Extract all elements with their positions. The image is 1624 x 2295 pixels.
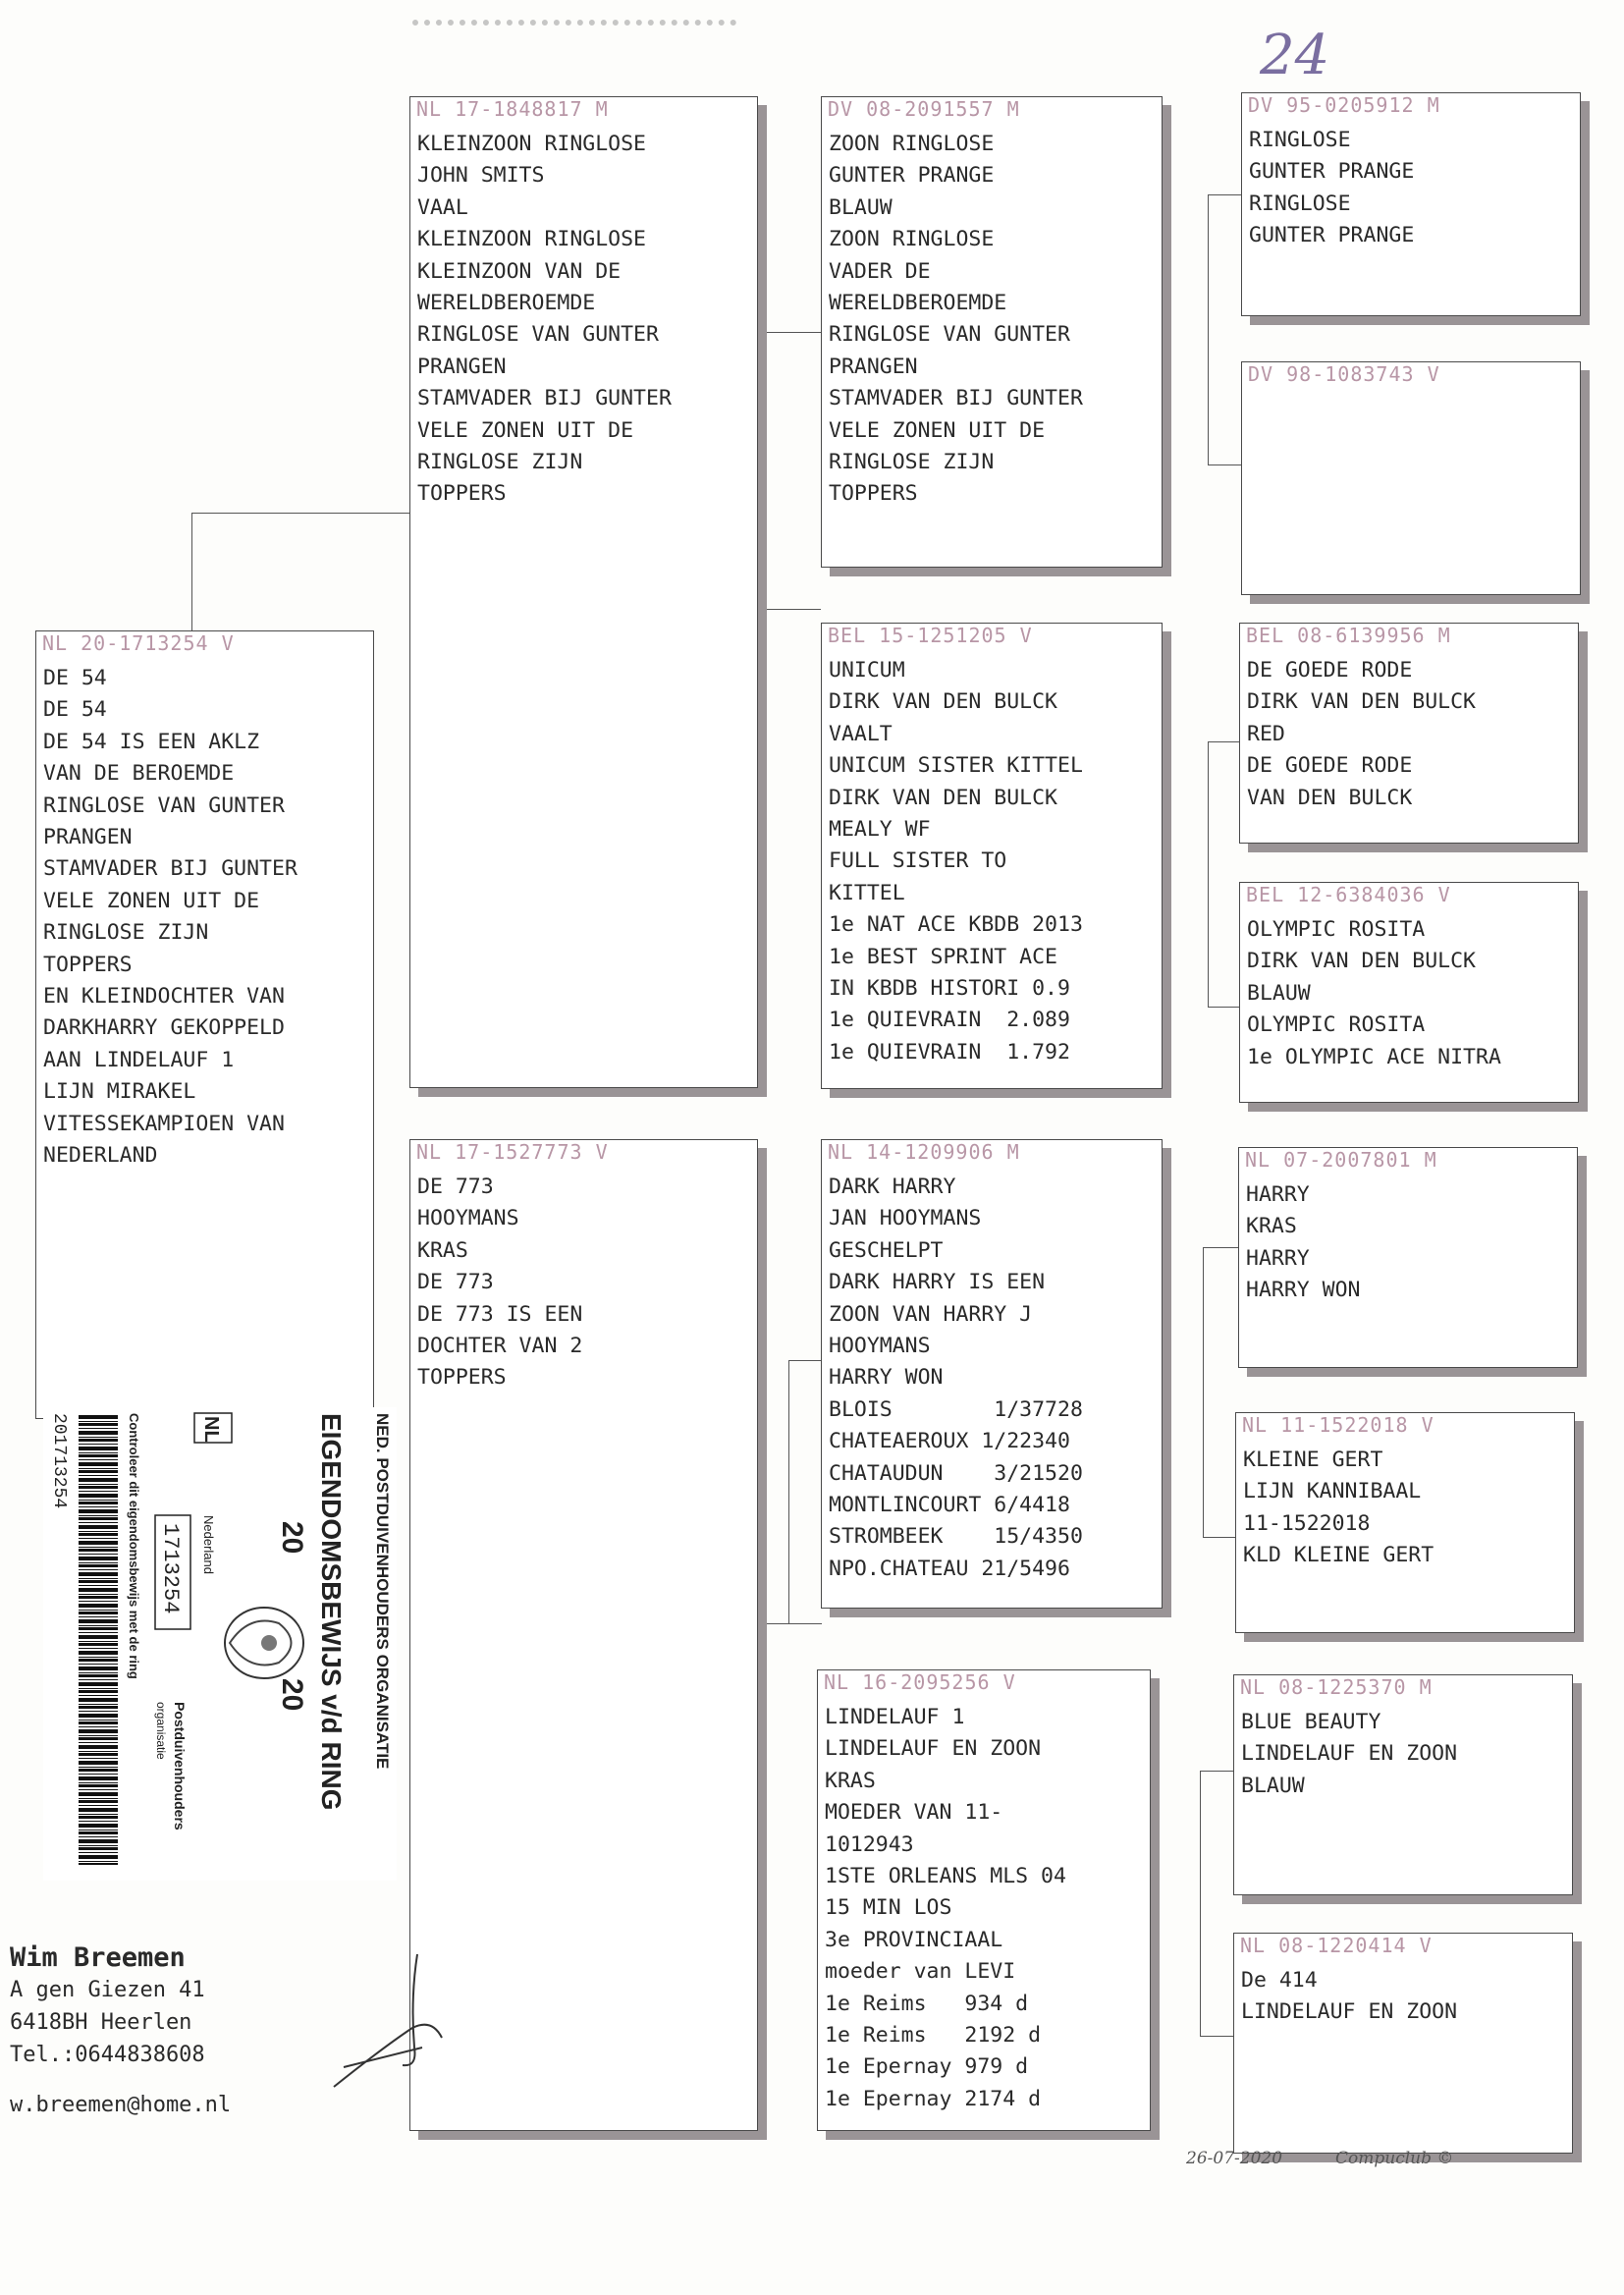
pigeon-name: DE GOEDE RODE — [1247, 658, 1413, 683]
pedigree-line: ZOON RINGLOSE — [829, 227, 995, 252]
pedigree-line: DE 54 — [43, 697, 107, 723]
pedigree-line: 3e PROVINCIAAL — [825, 1927, 1003, 1952]
pedigree-line: AAN LINDELAUF 1 — [43, 1047, 235, 1072]
breeder-city: 6418BH Heerlen — [10, 2010, 192, 2035]
pedigree-line: MOEDER VAN 11- — [825, 1800, 1003, 1826]
ring-number: BEL 15-1251205 V — [828, 624, 1033, 647]
ring-number: DV 95-0205912 M — [1248, 93, 1440, 117]
breeder-email: w.breemen@home.nl — [10, 2093, 232, 2117]
pedigree-line: STAMVADER BIJ GUNTER — [829, 386, 1083, 411]
pigeon-owner: LINDELAUF EN ZOON — [1241, 1999, 1458, 2025]
connector — [757, 609, 821, 610]
cropped-header-text — [412, 6, 736, 26]
card-postduif-label: Postduivenhouders — [172, 1702, 188, 1831]
pedigree-line: DIRK VAN DEN BULCK — [829, 785, 1057, 810]
pedigree-line: CHATAUDUN 3/21520 — [829, 1460, 1083, 1486]
connector — [1203, 1247, 1238, 1248]
card-control-text: Controleer dit eigendomsbewijs met de ring — [127, 1413, 141, 1679]
ring-number: NL 08-1225370 M — [1240, 1675, 1433, 1699]
connector — [788, 1360, 789, 1623]
pedigree-line: RINGLOSE VAN GUNTER — [417, 322, 659, 348]
pedigree-line: 1012943 — [825, 1831, 914, 1857]
pedigree-line: 1e QUIEVRAIN 1.792 — [829, 1039, 1070, 1065]
pedigree-line: KLEINZOON RINGLOSE — [417, 227, 646, 252]
pedigree-line: KLEINZOON VAN DE — [417, 258, 622, 284]
pedigree-line: TOPPERS — [43, 952, 133, 977]
pedigree-line: HARRY — [1246, 1245, 1310, 1271]
pedigree-line: STAMVADER BIJ GUNTER — [43, 856, 298, 882]
pedigree-line: VADER DE — [829, 258, 931, 284]
dam-sire-box — [821, 1139, 1163, 1609]
ring-number: NL 07-2007801 M — [1245, 1148, 1437, 1172]
pedigree-line: DE 773 IS EEN — [417, 1301, 583, 1327]
pedigree-line: 1e Reims 934 d — [825, 1991, 1029, 2016]
sire-dam-box — [821, 623, 1163, 1089]
pedigree-line: RED — [1247, 721, 1285, 746]
pedigree-line: ZOON VAN HARRY J — [829, 1301, 1033, 1327]
pedigree-line: HOOYMANS — [829, 1334, 931, 1359]
pedigree-line: NPO.CHATEAU 21/5496 — [829, 1556, 1070, 1581]
pedigree-line: TOPPERS — [829, 481, 918, 507]
pedigree-line: RINGLOSE VAN GUNTER — [43, 792, 285, 818]
pedigree-line: KRAS — [825, 1768, 876, 1793]
pedigree-line: RINGLOSE VAN GUNTER — [829, 322, 1070, 348]
ring-number: NL 17-1527773 V — [416, 1140, 609, 1164]
pedigree-line: WERELDBEROEMDE — [417, 291, 596, 316]
pedigree-line: HARRY WON — [829, 1365, 944, 1391]
pigeon-name: OLYMPIC ROSITA — [1247, 917, 1426, 942]
pedigree-line: VAAL — [417, 194, 468, 220]
card-org-name: NED. POSTDUIVENHOUDERS ORGANISATIE — [373, 1413, 392, 1770]
box-content — [1241, 1965, 1568, 2029]
pedigree-line: DE 773 — [417, 1270, 494, 1295]
pigeon-name: DE 773 — [417, 1175, 494, 1199]
pigeon-name: DARK HARRY — [829, 1175, 956, 1199]
connector — [191, 513, 409, 514]
breeder-name: Wim Breemen — [10, 1942, 186, 1973]
pedigree-line: 1STE ORLEANS MLS 04 — [825, 1864, 1066, 1889]
pedigree-line: BLOIS 1/37728 — [829, 1396, 1083, 1422]
dds-box — [1233, 1674, 1573, 1895]
connector — [1208, 194, 1209, 464]
breeder-phone: Tel.:0644838608 — [10, 2043, 205, 2067]
dss-box — [1238, 1147, 1578, 1368]
pigeon-name: DE 54 — [43, 666, 107, 690]
pedigree-line: PRANGEN — [829, 354, 918, 379]
ring-number: DV 98-1083743 V — [1248, 362, 1440, 386]
pedigree-line: WERELDBEROEMDE — [829, 291, 1007, 316]
ring-number: NL 11-1522018 V — [1242, 1413, 1435, 1437]
pedigree-line: EN KLEINDOCHTER VAN — [43, 984, 285, 1010]
box-content — [43, 663, 369, 1173]
emblem-center — [261, 1635, 277, 1651]
dsd-box — [1235, 1412, 1575, 1633]
ring-number: NL 20-1713254 V — [42, 631, 235, 655]
pedigree-line: VELE ZONEN UIT DE — [829, 417, 1046, 443]
pedigree-line: 1e Epernay 2174 d — [825, 2086, 1042, 2111]
ring-number: DV 08-2091557 M — [828, 97, 1020, 121]
pigeon-name: KLEINE GERT — [1243, 1448, 1383, 1472]
pedigree-line: DE 54 IS EEN AKLZ — [43, 729, 260, 754]
connector — [1200, 2036, 1233, 2037]
pigeon-owner: DIRK VAN DEN BULCK — [1247, 689, 1476, 715]
pedigree-line: 15 MIN LOS — [825, 1895, 952, 1921]
pedigree-line: TOPPERS — [417, 481, 507, 507]
box-content — [1246, 1179, 1573, 1307]
connector — [788, 1360, 822, 1361]
pedigree-line: RINGLOSE — [1249, 191, 1351, 216]
pedigree-line: 1e QUIEVRAIN 2.089 — [829, 1008, 1070, 1033]
pedigree-line: PRANGEN — [43, 825, 133, 850]
pigeon-owner: JOHN SMITS — [417, 163, 545, 189]
connector — [761, 1623, 822, 1624]
pedigree-line: GUNTER PRANGE — [1249, 223, 1415, 248]
handwritten-signature — [324, 1949, 452, 2097]
box-content — [417, 129, 753, 511]
pedigree-line: DE GOEDE RODE — [1247, 753, 1413, 779]
pedigree-line: MONTLINCOURT 6/4418 — [829, 1493, 1070, 1518]
pedigree-line: VELE ZONEN UIT DE — [43, 888, 260, 913]
handwritten-page-number: 24 — [1260, 24, 1330, 87]
pedigree-line: moeder van LEVI — [825, 1959, 1016, 1985]
card-title: EIGENDOMSBEWIJS v/d RING — [316, 1413, 347, 1811]
pigeon-name: RINGLOSE — [1249, 128, 1351, 152]
connector — [1200, 1771, 1201, 2036]
pedigree-line: 1e Epernay 979 d — [825, 2054, 1029, 2080]
barcode-bars — [79, 1413, 118, 1865]
pedigree-line: BLAUW — [1241, 1773, 1305, 1798]
box-content — [829, 1172, 1158, 1585]
pedigree-line: VITESSEKAMPIOEN VAN — [43, 1111, 285, 1136]
connector — [1203, 1537, 1235, 1538]
ring-number: NL 16-2095256 V — [824, 1670, 1016, 1694]
sds-box — [1239, 623, 1579, 844]
connector — [1208, 464, 1241, 465]
pedigree-line: HARRY WON — [1246, 1278, 1361, 1303]
pedigree-line: PRANGEN — [417, 354, 507, 379]
ownership-card-graphic — [43, 1407, 397, 1881]
box-content — [829, 655, 1158, 1068]
pedigree-line: 1e Reims 2192 d — [825, 2023, 1042, 2049]
box-content — [1241, 1707, 1568, 1802]
pigeon-name: BLUE BEAUTY — [1241, 1710, 1381, 1734]
connector — [757, 332, 821, 333]
pigeon-name: KLEINZOON RINGLOSE — [417, 132, 646, 156]
pedigree-line: CHATEAEROUX 1/22340 — [829, 1429, 1070, 1454]
pedigree-line: 1e BEST SPRINT ACE — [829, 944, 1057, 969]
ownership-card — [43, 1407, 397, 1881]
subject-pedigree-box — [35, 630, 374, 1419]
ssd-box — [1241, 361, 1581, 595]
pedigree-line: UNICUM SISTER KITTEL — [829, 753, 1083, 779]
ownership-card-inner — [43, 1407, 397, 1881]
card-country-label: Nederland — [201, 1515, 216, 1574]
connector — [191, 513, 192, 630]
pedigree-line: VAN DE BEROEMDE — [43, 761, 235, 787]
pedigree-line: OLYMPIC ROSITA — [1247, 1012, 1426, 1038]
pigeon-name: ZOON RINGLOSE — [829, 132, 995, 156]
pedigree-line: FULL SISTER TO — [829, 848, 1007, 874]
connector — [1208, 1007, 1239, 1008]
pedigree-line: 1e NAT ACE KBDB 2013 — [829, 912, 1083, 938]
connector — [1208, 194, 1241, 195]
box-content — [1243, 1445, 1570, 1572]
ring-number: NL 17-1848817 M — [416, 97, 609, 121]
pedigree-line: KRAS — [417, 1237, 468, 1263]
pedigree-line: KITTEL — [829, 880, 905, 905]
card-country-code: NL — [200, 1416, 222, 1443]
pedigree-line: DARKHARRY GEKOPPELD — [43, 1015, 285, 1041]
pedigree-line: NEDERLAND — [43, 1143, 158, 1169]
card-barcode — [79, 1413, 118, 1865]
box-content — [829, 129, 1158, 511]
breeder-street: A gen Giezen 41 — [10, 1978, 205, 2002]
pedigree-line: VAALT — [829, 721, 893, 746]
breeder-info — [10, 1941, 231, 2121]
card-ring-number: 1713254 — [158, 1523, 183, 1614]
pigeon-owner: LINDELAUF EN ZOON — [825, 1736, 1042, 1762]
pigeon-name: De 414 — [1241, 1968, 1318, 1993]
pigeon-owner: GUNTER PRANGE — [829, 163, 995, 189]
pigeon-name: HARRY — [1246, 1182, 1310, 1207]
pigeon-owner: LINDELAUF EN ZOON — [1241, 1741, 1458, 1767]
box-content — [1247, 655, 1574, 814]
card-year-right: 20 — [276, 1678, 308, 1712]
pedigree-line: KLD KLEINE GERT — [1243, 1543, 1435, 1568]
pedigree-line: BLAUW — [1247, 980, 1311, 1006]
card-barcode-number: 201713254 — [49, 1413, 69, 1509]
ddd-box — [1233, 1933, 1573, 2154]
pedigree-line: STAMVADER BIJ GUNTER — [417, 386, 672, 411]
pedigree-line: DARK HARRY IS EEN — [829, 1270, 1046, 1295]
software-credit: Compuclub © — [1335, 2149, 1454, 2168]
pigeon-owner: GUNTER PRANGE — [1249, 159, 1415, 185]
sss-box — [1241, 92, 1581, 316]
pigeon-owner: HOOYMANS — [417, 1206, 519, 1231]
sire-box — [409, 96, 758, 1088]
sire-sire-box — [821, 96, 1163, 568]
pigeon-name: UNICUM — [829, 658, 905, 683]
box-content — [1249, 125, 1576, 252]
pedigree-line: LIJN MIRAKEL — [43, 1079, 196, 1105]
pedigree-line: VELE ZONEN UIT DE — [417, 417, 634, 443]
pigeon-owner: JAN HOOYMANS — [829, 1206, 982, 1231]
pedigree-line: RINGLOSE ZIJN — [43, 920, 209, 946]
pedigree-line: 1e OLYMPIC ACE NITRA — [1247, 1044, 1501, 1069]
pedigree-line: IN KBDB HISTORI 0.9 — [829, 976, 1070, 1002]
pedigree-line: TOPPERS — [417, 1365, 507, 1391]
pedigree-line: STROMBEEK 15/4350 — [829, 1524, 1083, 1550]
pedigree-line: GESCHELPT — [829, 1237, 944, 1263]
print-date: 26-07-2020 — [1186, 2149, 1283, 2168]
pedigree-line: 11-1522018 — [1243, 1510, 1371, 1536]
box-content — [825, 1702, 1146, 2115]
pedigree-line: MEALY WF — [829, 817, 931, 843]
pigeon-owner: DIRK VAN DEN BULCK — [1247, 949, 1476, 974]
card-vereniging-label: organisatie — [154, 1702, 168, 1760]
connector — [1200, 1771, 1233, 1772]
pigeon-name: LINDELAUF 1 — [825, 1705, 965, 1729]
pedigree-line: RINGLOSE ZIJN — [417, 450, 583, 475]
dam-dam-box — [817, 1669, 1151, 2131]
sdd-box — [1239, 882, 1579, 1103]
connector — [1203, 1247, 1204, 1537]
ring-number: BEL 12-6384036 V — [1246, 883, 1451, 906]
dam-box — [409, 1139, 758, 2131]
pedigree-line: DOCHTER VAN 2 — [417, 1334, 583, 1359]
pedigree-line: RINGLOSE ZIJN — [829, 450, 995, 475]
card-year-left: 20 — [276, 1521, 308, 1555]
ring-number: BEL 08-6139956 M — [1246, 624, 1451, 647]
box-content — [417, 1172, 753, 1394]
pedigree-line: BLAUW — [829, 194, 893, 220]
connector — [1208, 741, 1239, 742]
connector — [1208, 741, 1209, 1007]
ring-number: NL 08-1220414 V — [1240, 1934, 1433, 1957]
pedigree-line: VAN DEN BULCK — [1247, 785, 1413, 810]
pigeon-owner: LIJN KANNIBAAL — [1243, 1479, 1422, 1504]
pigeon-owner: DIRK VAN DEN BULCK — [829, 689, 1057, 715]
ring-number: NL 14-1209906 M — [828, 1140, 1020, 1164]
box-content — [1247, 914, 1574, 1073]
pedigree-line: KRAS — [1246, 1214, 1297, 1239]
